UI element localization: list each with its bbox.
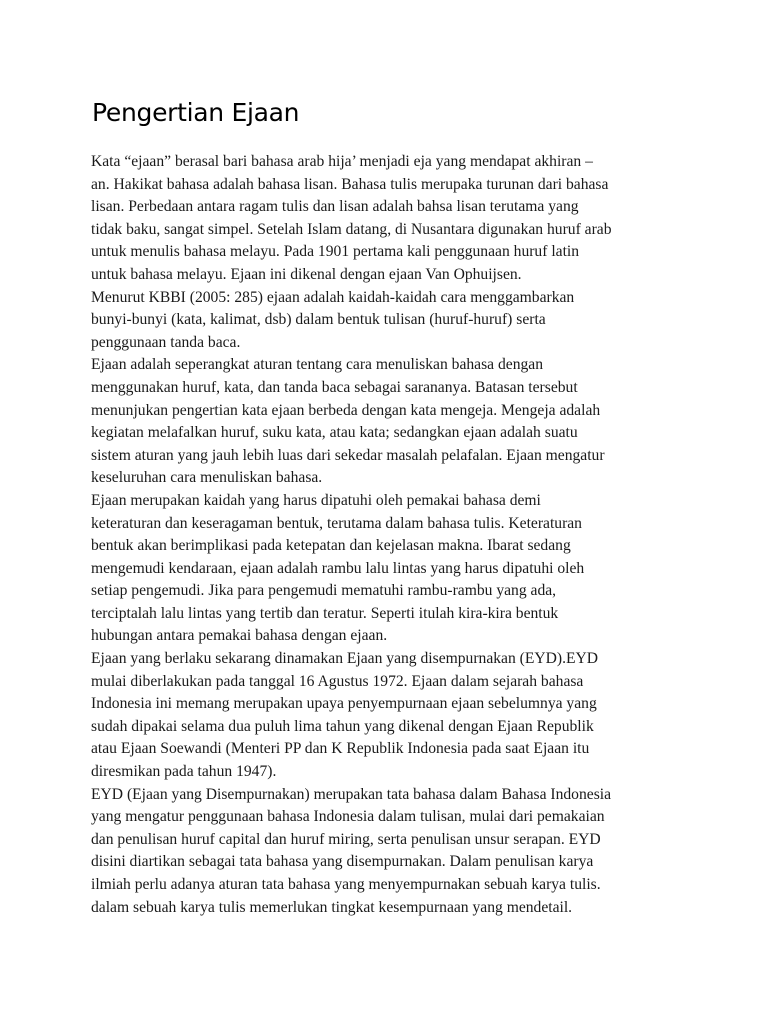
text-line: mulai diberlakukan pada tanggal 16 Agustus 1972. Ejaan dalam sejarah bahasa	[91, 672, 584, 690]
text-line: kegiatan melafalkan huruf, suku kata, atau kata; sedangkan ejaan adalah suatu	[91, 424, 578, 442]
text-line: Ejaan yang berlaku sekarang dinamakan Ejaan yang disempurnakan (EYD).EYD	[91, 650, 599, 668]
text-line: sistem aturan yang jauh lebih luas dari sekedar masalah pelafalan. Ejaan mengatur	[91, 446, 605, 464]
text-line: Menurut KBBI (2005: 285) ejaan adalah kaidah-kaidah cara menggambarkan	[91, 288, 575, 306]
text-line: bunyi-bunyi (kata, kalimat, dsb) dalam bentuk tulisan (huruf-huruf) serta	[91, 311, 546, 329]
document-title: Pengertian Ejaan	[92, 98, 300, 127]
text-line: Ejaan merupakan kaidah yang harus dipatuhi oleh pemakai bahasa demi	[91, 491, 541, 509]
text-line: yang mengatur penggunaan bahasa Indonesia dalam tulisan, mulai dari pemakaian	[91, 808, 605, 826]
text-line: hubungan antara pemakai bahasa dengan ejaan.	[91, 627, 388, 645]
text-line: Indonesia ini memang merupakan upaya penyempurnaan ejaan sebelumnya yang	[91, 695, 597, 713]
text-line: keteraturan dan keseragaman bentuk, terutama dalam bahasa tulis. Keteraturan	[91, 514, 582, 532]
text-line: untuk menulis bahasa melayu. Pada 1901 pertama kali penggunaan huruf latin	[91, 243, 580, 261]
document-body	[91, 151, 691, 919]
text-line: lisan. Perbedaan antara ragam tulis dan lisan adalah bahsa lisan terutama yang	[91, 198, 579, 216]
text-line: menggunakan huruf, kata, dan tanda baca sebagai sarananya. Batasan tersebut	[91, 378, 578, 396]
text-line: Kata “ejaan” berasal bari bahasa arab hija’ menjadi eja yang mendapat akhiran –	[91, 153, 593, 170]
text-line: Ejaan adalah seperangkat aturan tentang cara menuliskan bahasa dengan	[91, 356, 544, 374]
text-line: setiap pengemudi. Jika para pengemudi mematuhi rambu-rambu yang ada,	[91, 582, 557, 600]
text-line: diresmikan pada tahun 1947).	[91, 763, 277, 781]
text-line: EYD (Ejaan yang Disempurnakan) merupakan tata bahasa dalam Bahasa Indonesia	[91, 785, 612, 803]
text-line: an. Hakikat bahasa adalah bahasa lisan. Bahasa tulis merupaka turunan dari bahasa	[91, 175, 609, 193]
text-line: mengemudi kendaraan, ejaan adalah rambu lalu lintas yang harus dipatuhi oleh	[91, 559, 585, 577]
text-line: untuk bahasa melayu. Ejaan ini dikenal dengan ejaan Van Ophuijsen.	[91, 265, 522, 283]
text-line: dan penulisan huruf capital dan huruf miring, serta penulisan unsur serapan. EYD	[91, 830, 601, 848]
text-line: keseluruhan cara menuliskan bahasa.	[91, 469, 323, 487]
text-line: penggunaan tanda baca.	[91, 333, 241, 351]
text-line: ilmiah perlu adanya aturan tata bahasa yang menyempurnakan sebuah karya tulis.	[91, 876, 601, 893]
text-line: dalam sebuah karya tulis memerlukan tingkat kesempurnaan yang mendetail.	[91, 898, 573, 916]
text-line: atau Ejaan Soewandi (Menteri PP dan K Republik Indonesia pada saat Ejaan itu	[91, 740, 590, 758]
text-line: menunjukan pengertian kata ejaan berbeda dengan kata mengeja. Mengeja adalah	[91, 401, 601, 419]
text-line: tidak baku, sangat simpel. Setelah Islam datang, di Nusantara digunakan huruf arab	[91, 220, 612, 238]
text-line: disini diartikan sebagai tata bahasa yang disempurnakan. Dalam penulisan karya	[91, 853, 594, 871]
text-line: bentuk akan berimplikasi pada ketepatan dan kejelasan makna. Ibarat sedang	[91, 537, 571, 555]
text-line: terciptalah lalu lintas yang tertib dan teratur. Seperti itulah kira-kira bentuk	[91, 604, 559, 622]
text-line: sudah dipakai selama dua puluh lima tahun yang dikenal dengan Ejaan Republik	[91, 717, 594, 735]
